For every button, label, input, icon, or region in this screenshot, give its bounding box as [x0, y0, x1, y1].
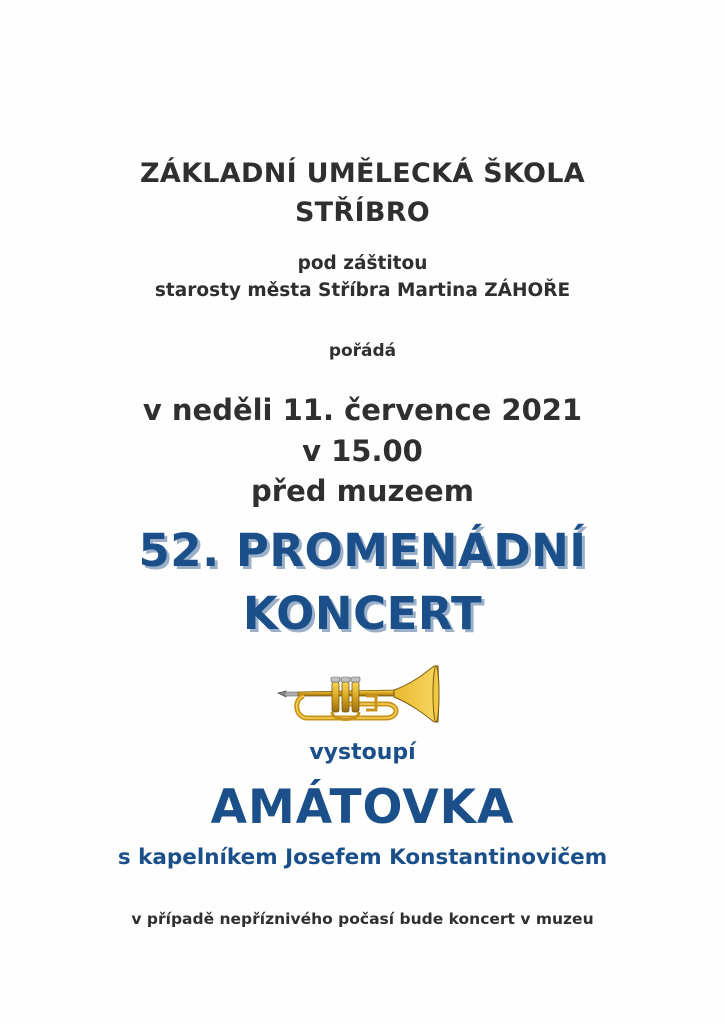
- event-place: před muzeem: [251, 474, 474, 508]
- concert-title-line2: KONCERT: [242, 587, 483, 640]
- trumpet-icon: [276, 664, 441, 726]
- event-date: v neděli 11. července 2021: [142, 393, 583, 427]
- performs-label: vystoupí: [309, 740, 416, 765]
- patronage-line1: pod záštitou: [297, 253, 428, 274]
- concert-title-line1: 52. PROMENÁDNÍ: [138, 524, 587, 577]
- weather-note: v případě nepříznivého počasí bude koncert v muzeu: [131, 910, 594, 928]
- organizes-text: pořádá: [328, 341, 397, 361]
- school-name-line2: STŘÍBRO: [294, 197, 431, 228]
- band-name: AMÁTOVKA: [210, 780, 515, 835]
- event-time: v 15.00: [302, 434, 423, 468]
- band-leader: s kapelníkem Josefem Konstantinovičem: [117, 845, 608, 870]
- school-name-line1: ZÁKLADNÍ UMĚLECKÁ ŠKOLA: [140, 158, 585, 189]
- patronage-line2: starosty města Stříbra Martina ZÁHOŘE: [154, 280, 571, 301]
